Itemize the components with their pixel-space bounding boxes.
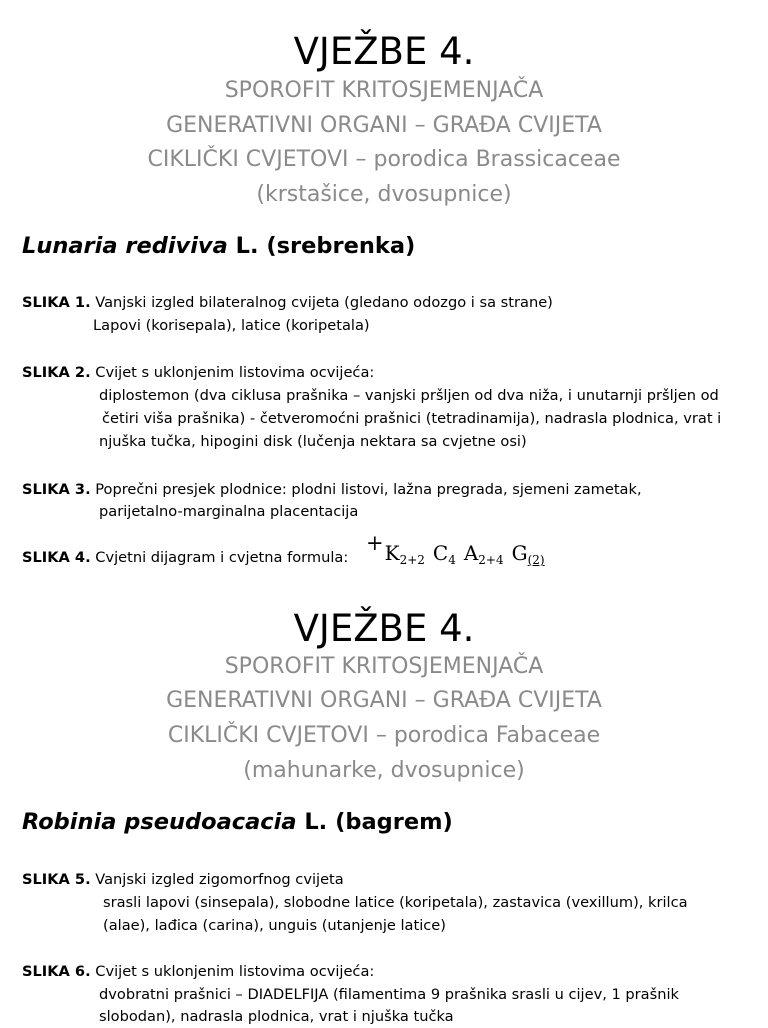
slika1-label: SLIKA 1. [22,294,91,311]
slika6-line-3: slobodan), nadrasla plodnica, vrat i njuška tučka [99,1008,454,1025]
slika4-line-1 [22,547,348,569]
slika5-text: Vanjski izgled zigomorfnog cvijeta [90,871,344,888]
section2-subtitle-line-3: CIKLIČKI CVJETOVI – porodica Fabaceae [167,723,601,748]
section2-subtitle-line-1: SPOROFIT KRITOSJEMENJAČA [224,654,544,679]
formula-corolla: C [432,541,449,565]
species-common-name: L. (srebrenka) [227,233,416,259]
formula-calyx: K [384,541,400,565]
floral-formula [366,531,545,572]
slika1-text: Vanjski izgled bilateralnog cvijeta (gledano odozgo i sa strane) [90,294,553,311]
section1-subtitle-line-4: (krstašice, dvosupnice) [256,182,512,207]
slika1-line-1 [22,292,553,314]
slika2-line-1 [22,362,374,384]
formula-gynoecium-count: (2) [527,553,545,567]
slika2-line-3: četiri viša prašnika) - četveromoćni prašnici (tetradinamija), nadrasla plodnica, vrat i [102,410,722,427]
section1-subtitle-line-2: GENERATIVNI ORGANI – GRAĐA CVIJETA [166,113,602,138]
slika4-label: SLIKA 4. [22,549,91,566]
slika4-text: Cvjetni dijagram i cvjetna formula: [90,549,349,566]
section2-subtitle-line-2: GENERATIVNI ORGANI – GRAĐA CVIJETA [166,688,602,713]
slika3-line-2: parijetalno-marginalna placentacija [99,503,359,520]
formula-calyx-count: 2+2 [399,553,425,567]
slika5-line-2: srasli lapovi (sinsepala), slobodne latice (koripetala), zastavica (vexillum), krilca [103,894,688,911]
slika2-line-2: diplostemon (dva ciklusa prašnika – vanjski pršljen od dva niža, i unutarnji pršljen od [99,387,719,404]
section1-title: VJEŽBE 4. [293,30,475,73]
section2-species-heading [22,807,453,837]
slika5-label: SLIKA 5. [22,871,91,888]
slika1-line-2: Lapovi (korisepala), latice (koripetala) [93,317,370,334]
section2-subtitle-line-4: (mahunarke, dvosupnice) [243,758,525,783]
section1-species-heading [22,231,415,261]
formula-androecium-count: 2+4 [478,553,504,567]
slika3-text: Poprečni presjek plodnice: plodni listovi, lažna pregrada, sjemeni zametak, [90,481,642,498]
formula-corolla-count: 4 [448,553,456,567]
slika6-text: Cvijet s uklonjenim listovima ocvijeća: [90,963,375,980]
slika6-line-1 [22,961,374,983]
formula-gynoecium: G [511,541,528,565]
bilateral-symmetry-symbol: + [366,531,384,555]
slika5-line-1 [22,869,344,891]
slika2-text: Cvijet s uklonjenim listovima ocvijeća: [90,364,375,381]
section2-title: VJEŽBE 4. [293,607,475,650]
slika3-label: SLIKA 3. [22,481,91,498]
slika6-line-2: dvobratni prašnici – DIADELFIJA (filamentima 9 prašnika srasli u cijev, 1 prašnik [99,986,679,1003]
section1-subtitle-line-1: SPOROFIT KRITOSJEMENJAČA [224,78,544,103]
formula-androecium: A [463,541,479,565]
section1-subtitle-line-3: CIKLIČKI CVJETOVI – porodica Brassicaceae [147,147,621,172]
slika5-line-3: (alae), lađica (carina), unguis (utanjenje latice) [103,917,446,934]
species-latin-name: Lunaria rediviva [22,233,228,259]
slika2-line-4: njuška tučka, hipogini disk (lučenja nektara sa cvjetne osi) [99,433,527,450]
slika2-label: SLIKA 2. [22,364,91,381]
species-common-name: L. (bagrem) [296,809,453,835]
slika3-line-1 [22,479,642,501]
species-latin-name: Robinia pseudoacacia [22,809,297,835]
slika6-label: SLIKA 6. [22,963,91,980]
